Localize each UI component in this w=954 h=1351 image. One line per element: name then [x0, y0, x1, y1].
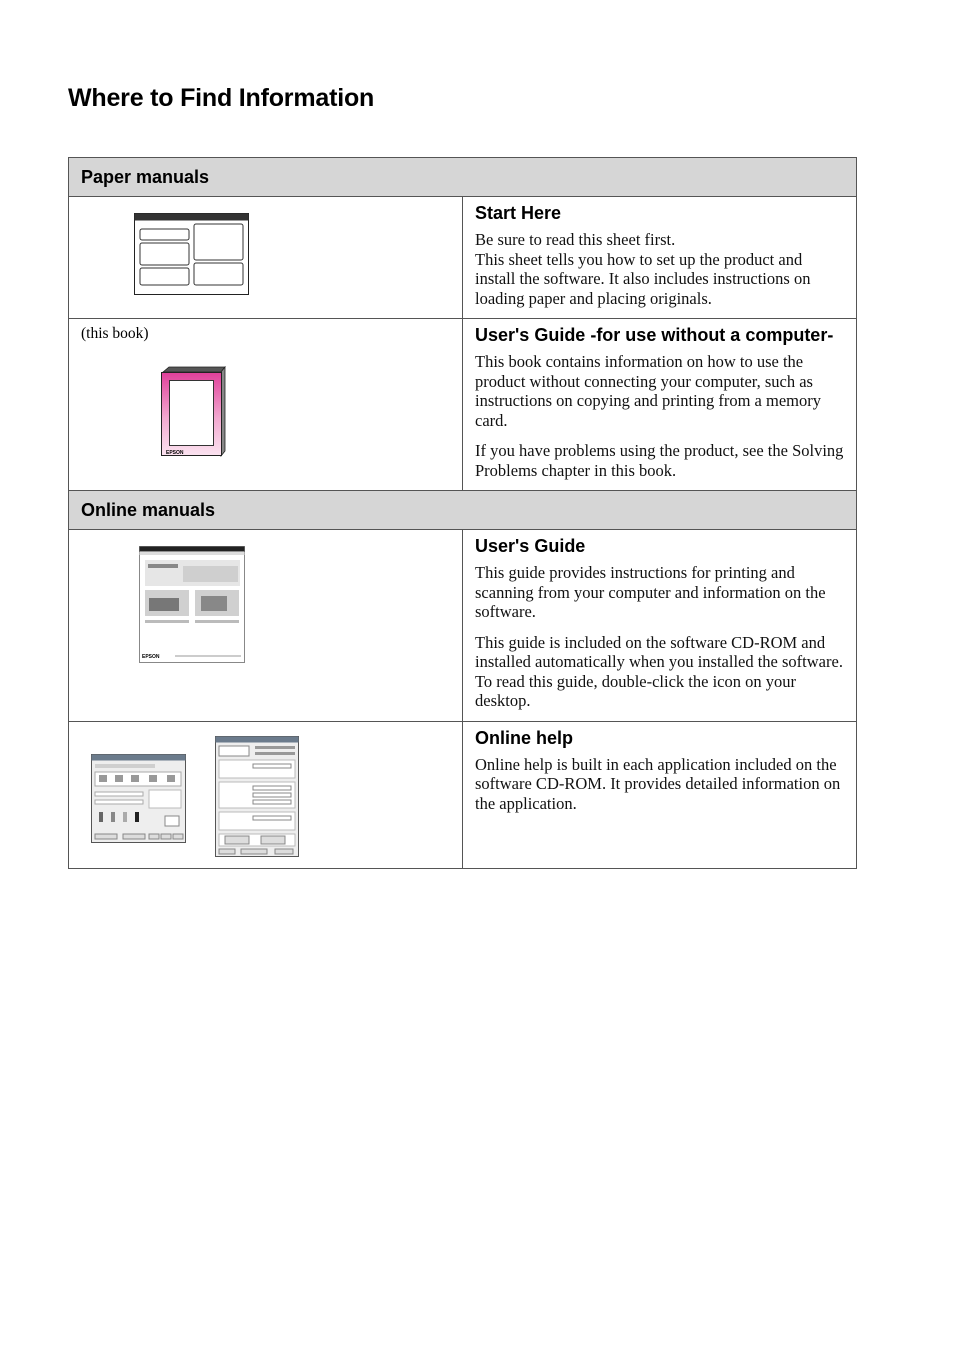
start-here-image-cell: [69, 197, 463, 319]
users-guide-online-title: User's Guide: [475, 536, 586, 556]
users-guide-book-description: [463, 319, 857, 491]
users-guide-book-title: User's Guide -for use without a computer-: [475, 325, 834, 345]
users-guide-online-image-cell: [69, 530, 463, 722]
online-help-description: [463, 721, 857, 868]
online-help-paragraph-1: Online help is built in each application included on the software CD-ROM. It provides detailed information on the application.: [475, 754, 841, 813]
table-row: [69, 721, 857, 868]
start-here-description: [463, 197, 857, 319]
online-help-title: Online help: [475, 727, 574, 748]
users-guide-online-paragraph-1: This guide provides instructions for printing and scanning from your computer and information on the software.: [475, 563, 826, 621]
start-here-title: Start Here: [475, 203, 562, 223]
users-guide-book-image: [159, 365, 227, 457]
users-guide-online-description: [463, 530, 857, 722]
table-row: [69, 530, 857, 722]
information-table: [68, 157, 857, 869]
users-guide-book-paragraph-1: This book contains information on how to use the product without connecting your computer, such as instructions on copying and printing from a memory card.: [475, 352, 821, 430]
table-row: [69, 197, 857, 319]
online-help-image-cell: [69, 721, 463, 868]
table-row: [69, 319, 857, 491]
users-guide-online-paragraph-2: This guide is included on the software CD-ROM and installed automatically when you installed the software. To read this guide, double-click the icon on your desktop.: [475, 632, 843, 710]
epson-logo-book: EPSON: [166, 450, 184, 456]
online-help-dialog-image-2: [215, 736, 300, 858]
epson-logo-online-guide: EPSON: [142, 654, 160, 660]
start-here-line-1: Be sure to read this sheet first.: [475, 230, 676, 249]
users-guide-online-image: [139, 546, 246, 664]
section-header-online-manuals: Online manuals: [69, 491, 857, 530]
section-header-paper-manuals: Paper manuals: [69, 158, 857, 197]
start-here-sheet-image: [134, 213, 250, 296]
page-title: Where to Find Information: [68, 84, 375, 112]
start-here-line-2: This sheet tells you how to set up the product and install the software. It also includes instructions on loading paper and placing originals.: [475, 249, 811, 308]
online-help-dialog-image-1: [91, 754, 187, 844]
this-book-note: (this book): [81, 325, 149, 342]
users-guide-book-paragraph-2: If you have problems using the product, see the Solving Problems chapter in this book.: [475, 441, 844, 480]
users-guide-book-image-cell: [69, 319, 463, 491]
